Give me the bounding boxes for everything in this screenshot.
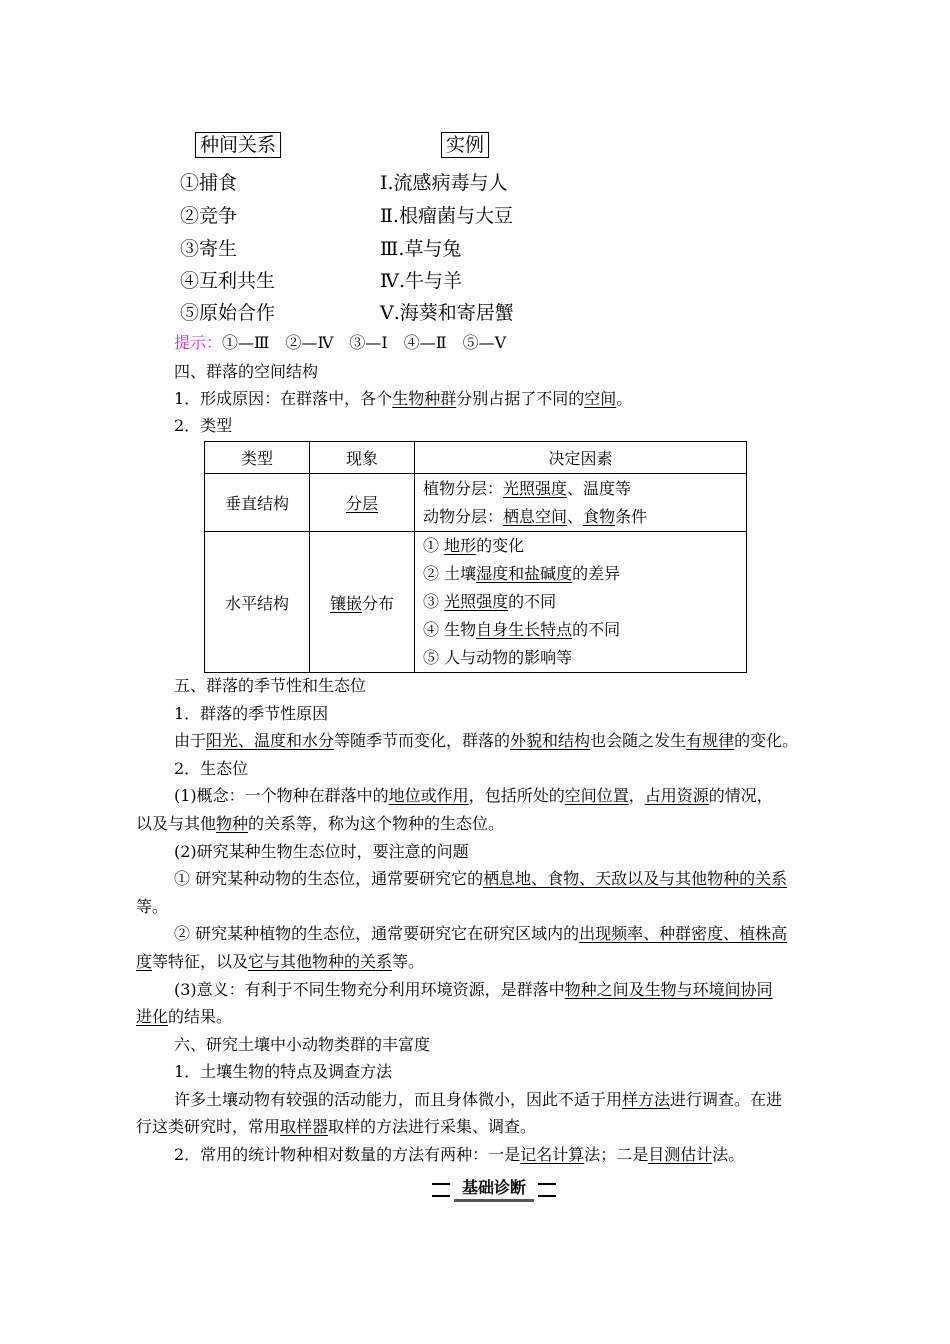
section-5-p5: 以及与其他物种的关系等，称为这个物种的生态位。 (136, 814, 505, 833)
section-4-p2: 2．类型 (174, 416, 233, 435)
vertical-phenomenon-cell: 分层 (310, 474, 415, 532)
section-5-p10: 度等特征，以及它与其他物种的关系等。 (136, 952, 425, 971)
relation-item-1: ①捕食 (180, 172, 238, 194)
table-header-row (205, 442, 747, 474)
example-item-4: Ⅳ.牛与羊 (380, 270, 463, 292)
example-item-2: Ⅱ.根瘤菌与大豆 (380, 205, 513, 227)
table-header-factors: 决定因素 (415, 442, 747, 474)
vertical-type-cell: 垂直结构 (205, 474, 310, 532)
section-5-p8: 等。 (136, 897, 169, 916)
species-relation-header: 种间关系 (195, 132, 281, 158)
example-header: 实例 (441, 132, 489, 158)
horizontal-phenomenon-cell: 镶嵌分布 (310, 532, 415, 673)
section-6-title: 六、研究土壤中小动物类群的丰富度 (174, 1035, 431, 1054)
hint-line (174, 330, 506, 353)
table-header-phenomenon: 现象 (310, 442, 415, 474)
section-6-p3: 行这类研究时，常用取样器取样的方法进行采集、调查。 (136, 1117, 537, 1136)
banner-left-rule (432, 1183, 450, 1197)
section-4-title: 四、群落的空间结构 (174, 362, 319, 381)
factor-line: ② 土壤湿度和盐碱度的差异 (423, 564, 621, 583)
section-5-p3: 2．生态位 (174, 759, 249, 778)
animal-layering-line: 动物分层：栖息空间、食物条件 (423, 506, 648, 526)
section-5-p1: 1．群落的季节性原因 (174, 704, 329, 723)
banner-right-rule (538, 1183, 556, 1197)
example-item-5: Ⅴ.海葵和寄居蟹 (380, 302, 514, 324)
factor-line: ⑤ 人与动物的影响等 (423, 648, 573, 667)
factor-line: ① 地形的变化 (423, 536, 525, 555)
community-structure-table (204, 441, 747, 673)
table-header-type: 类型 (205, 442, 310, 474)
relation-item-3: ③寄生 (180, 238, 238, 260)
section-5-p4: (1)概念：一个物种在群落中的地位或作用，包括所处的空间位置，占用资源的情况， (174, 786, 773, 805)
banner-label: 基础诊断 (454, 1177, 534, 1202)
horizontal-type-cell: 水平结构 (205, 532, 310, 673)
factor-line: ④ 生物自身生长特点的不同 (423, 620, 621, 639)
hint-label: 提示： (174, 333, 223, 352)
factor-line: ③ 光照强度的不同 (423, 592, 557, 611)
section-5-p11: (3)意义：有利于不同生物充分利用环境资源，是群落中物种之间及生物与环境间协同 (174, 980, 773, 999)
vertical-factors-cell (415, 474, 747, 532)
section-6-p2: 许多土壤动物有较强的活动能力，而且身体微小，因此不适于用样方法进行调查。在进 (174, 1090, 783, 1109)
table-row (205, 532, 747, 673)
horizontal-factors-cell (415, 532, 747, 673)
relation-item-4: ④互利共生 (180, 270, 276, 292)
section-5-p6: (2)研究某种生物生态位时，要注意的问题 (174, 842, 469, 861)
section-6-p4: 2．常用的统计物种相对数量的方法有两种：一是记名计算法；二是目测估计法。 (174, 1145, 745, 1164)
section-5-p12: 进化的结果。 (136, 1007, 233, 1026)
section-5-p2: 由于阳光、温度和水分等随季节而变化，群落的外貌和结构也会随之发生有规律的变化。 (174, 731, 799, 750)
example-item-3: Ⅲ.草与兔 (380, 238, 462, 260)
relation-item-2: ②竞争 (180, 205, 238, 227)
section-5-p9: ② 研究某种植物的生态位，通常要研究它在研究区域内的出现频率、种群密度、植株高 (174, 924, 788, 943)
section-5-title: 五、群落的季节性和生态位 (174, 676, 367, 695)
table-row (205, 474, 747, 532)
section-6-p1: 1．土壤生物的特点及调查方法 (174, 1062, 393, 1081)
relation-item-5: ⑤原始合作 (180, 302, 276, 324)
section-5-p7: ① 研究某种动物的生态位，通常要研究它的栖息地、食物、天敌以及与其他物种的关系 (174, 869, 788, 888)
hint-answer: ①—Ⅲ ②—Ⅳ ③—Ⅰ ④—Ⅱ ⑤—Ⅴ (222, 333, 507, 352)
example-item-1: Ⅰ.流感病毒与人 (380, 172, 508, 194)
plant-layering-line: 植物分层：光照强度、温度等 (423, 478, 632, 498)
basic-diagnosis-banner (432, 1177, 556, 1199)
section-4-p1: 1．形成原因：在群落中，各个生物种群分别占据了不同的空间。 (174, 389, 633, 408)
